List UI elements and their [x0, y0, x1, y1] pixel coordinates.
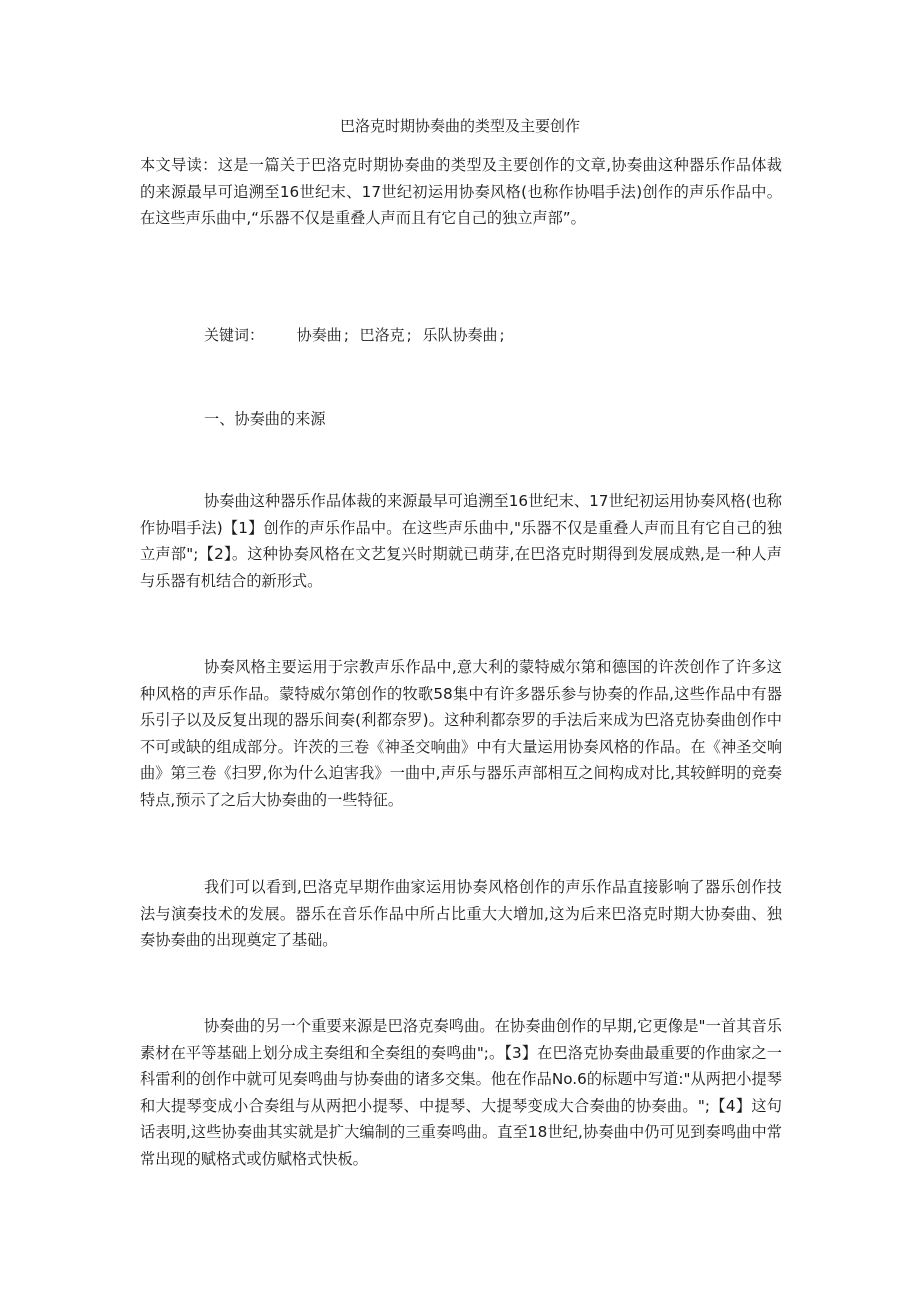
keywords-line: [204, 324, 511, 346]
body-paragraph: 协奏曲的另一个重要来源是巴洛克奏鸣曲。在协奏曲创作的早期,它更像是"一首其音乐素材在平等基础上划分成主奏组和全奏组的奏鸣曲";。【3】在巴洛克协奏曲最重要的作曲家之一科雷利的创作中就可见奏鸣曲与协奏曲的诸多交集。他在作品No.6的标题中写道:"从两把小提琴和大提琴变成小合奏组与从两把小提琴、中提琴、大提琴变成大合奏曲的协奏曲。";【4】这句话表明,这些协奏曲其实就是扩大编制的三重奏鸣曲。直至18世纪,协奏曲中仍可见到奏鸣曲中常常出现的赋格式或仿赋格式快板。: [140, 1017, 782, 1168]
keywords-label: 关键词：: [204, 326, 265, 344]
keyword: 巴洛克: [359, 326, 405, 344]
body-paragraph: 协奏曲这种器乐作品体裁的来源最早可追溯至16世纪末、17世纪初运用协奏风格(也称作协唱手法)【1】创作的声乐作品中。在这些声乐曲中,"乐器不仅是重叠人声而且有它自己的独立声部";【2】。这种协奏风格在文艺复兴时期就已萌芽,在巴洛克时期得到发展成熟,是一种人声与乐器有机结合的新形式。: [140, 492, 782, 590]
document-title: 巴洛克时期协奏曲的类型及主要创作: [339, 117, 580, 135]
keyword-separator: ;: [499, 326, 505, 344]
keyword: 乐队协奏曲: [422, 326, 498, 344]
section-heading: 一、协奏曲的来源: [204, 410, 326, 428]
intro-paragraph: 本文导读：这是一篇关于巴洛克时期协奏曲的类型及主要创作的文章,协奏曲这种器乐作品体裁的来源最早可追溯至16世纪末、17世纪初运用协奏风格(也称作协唱手法)创作的声乐作品中。在这些声乐曲中,“乐器不仅是重叠人声而且有它自己的独立声部”。: [140, 156, 782, 228]
keyword-separator: ;: [343, 326, 349, 344]
body-paragraph: 协奏风格主要运用于宗教声乐作品中,意大利的蒙特威尔第和德国的许茨创作了许多这种风格的声乐作品。蒙特威尔第创作的牧歌58集中有许多器乐参与协奏的作品,这些作品中有器乐引子以及反复出现的器乐间奏(利都奈罗)。这种利都奈罗的手法后来成为巴洛克协奏曲创作中不可或缺的组成部分。许茨的三卷《神圣交响曲》中有大量运用协奏风格的作品。在《神圣交响曲》第三卷《扫罗,你为什么迫害我》一曲中,声乐与器乐声部相互之间构成对比,其较鲜明的竞奏特点,预示了之后大协奏曲的一些特征。: [140, 658, 782, 809]
body-paragraph: 我们可以看到,巴洛克早期作曲家运用协奏风格创作的声乐作品直接影响了器乐创作技法与演奏技术的发展。器乐在音乐作品中所占比重大大增加,这为后来巴洛克时期大协奏曲、独奏协奏曲的出现奠定了基础。: [140, 878, 782, 950]
keyword-separator: ;: [406, 326, 412, 344]
keyword: 协奏曲: [296, 326, 342, 344]
